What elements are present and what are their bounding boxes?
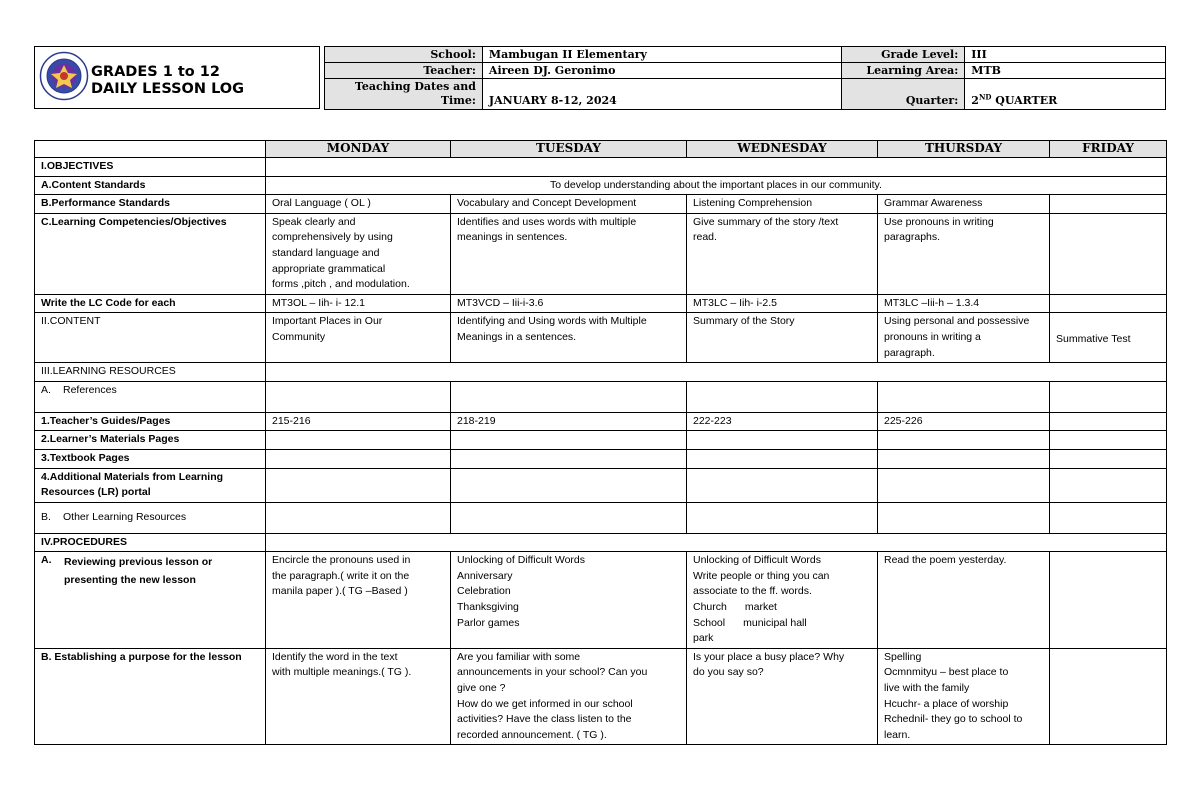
proc-a-tuesday <box>451 552 687 649</box>
proc-b-wednesday-line: do you say so? <box>693 666 764 679</box>
procedure-a-row <box>35 552 1167 649</box>
content-thursday <box>878 313 1050 363</box>
am-monday <box>266 468 451 502</box>
competency-monday-line: appropriate grammatical <box>272 262 386 275</box>
lc-code-row <box>35 294 1167 313</box>
tg-thursday: 225-226 <box>878 412 1050 431</box>
procedure-b-label: B. Establishing a purpose for the lesson <box>35 648 266 745</box>
competency-wednesday-line: Give summary of the story /text <box>693 215 839 228</box>
lm-friday <box>1050 431 1167 450</box>
proc-a-wednesday-pair-2 <box>693 616 871 632</box>
learning-area-value: MTB <box>965 63 1166 79</box>
content-thursday-line: paragraph. <box>884 346 935 359</box>
procedures-label: IV.PROCEDURES <box>35 533 266 552</box>
quarter-suffix: ND <box>978 92 992 102</box>
pair-1-a: Church <box>693 601 727 614</box>
proc-b-monday-line: Identify the word in the text <box>272 650 398 663</box>
competency-tuesday-line: Identifies and uses words with multiple <box>457 215 637 228</box>
proc-a-thursday <box>878 552 1050 649</box>
content-row <box>35 313 1167 363</box>
competency-tuesday <box>451 213 687 294</box>
school-label: School: <box>325 47 483 63</box>
competency-thursday-line: Use pronouns in writing <box>884 215 994 228</box>
or-monday <box>266 502 451 533</box>
procedures-empty <box>266 533 1167 552</box>
resources-empty <box>266 363 1167 382</box>
competency-friday <box>1050 213 1167 294</box>
or-friday <box>1050 502 1167 533</box>
lm-tuesday <box>451 431 687 450</box>
proc-b-friday <box>1050 648 1167 745</box>
references-row <box>35 381 1167 412</box>
perf-thursday: Grammar Awareness <box>878 195 1050 214</box>
references-letter: A. <box>41 383 51 396</box>
proc-a-wednesday-lines-line: Write people or thing you can <box>693 569 830 582</box>
lm-thursday <box>878 431 1050 450</box>
proc-b-tuesday-line: give one ? <box>457 682 506 695</box>
day-monday: MONDAY <box>266 141 451 158</box>
competency-monday-line: forms ,pitch , and modulation. <box>272 278 410 291</box>
additional-materials-row <box>35 468 1167 502</box>
other-resources-row <box>35 502 1167 533</box>
textbook-label: 3.Textbook Pages <box>35 449 266 468</box>
proc-a-friday <box>1050 552 1167 649</box>
proc-b-thursday <box>878 648 1050 745</box>
competency-thursday-line: paragraphs. <box>884 231 941 244</box>
am-friday <box>1050 468 1167 502</box>
proc-a-thursday-line: Read the poem yesterday. <box>884 554 1007 567</box>
competency-thursday <box>878 213 1050 294</box>
dates-label <box>325 79 483 110</box>
proc-a-wednesday-lines-line: associate to the ff. words. <box>693 585 812 598</box>
competency-monday <box>266 213 451 294</box>
performance-standards-row <box>35 195 1167 214</box>
tg-monday: 215-216 <box>266 412 451 431</box>
proc-a-wednesday <box>687 552 878 649</box>
content-standards-label: A.Content Standards <box>35 176 266 195</box>
corner-cell <box>35 141 266 158</box>
teachers-guide-row <box>35 412 1167 431</box>
objectives-label: I.OBJECTIVES <box>35 158 266 177</box>
proc-a-tuesday-line: Unlocking of Difficult Words <box>457 554 585 567</box>
other-resources-label <box>35 502 266 533</box>
procedure-a-line-1: Reviewing previous lesson or <box>64 556 213 569</box>
quarter-number: 2 <box>971 94 979 107</box>
references-friday <box>1050 381 1167 412</box>
proc-a-tuesday-line: Celebration <box>457 585 511 598</box>
am-wednesday <box>687 468 878 502</box>
or-wednesday <box>687 502 878 533</box>
proc-a-wednesday-pair-1 <box>693 600 871 616</box>
proc-b-thursday-line: live with the family <box>884 682 970 695</box>
tb-monday <box>266 449 451 468</box>
pair-1-b: market <box>744 601 777 614</box>
proc-a-monday-line: the paragraph.( write it on the <box>272 569 410 582</box>
content-wednesday <box>687 313 878 363</box>
proc-a-wednesday-lines <box>693 553 871 600</box>
lc-code-thursday: MT3LC –Iii-h – 1.3.4 <box>878 294 1050 313</box>
references-monday <box>266 381 451 412</box>
proc-b-tuesday-line: activities? Have the class listen to the <box>457 713 632 726</box>
content-thursday-line: pronouns in writing a <box>884 330 981 343</box>
other-resources-letter: B. <box>41 510 51 523</box>
learners-materials-row <box>35 431 1167 450</box>
competencies-row <box>35 213 1167 294</box>
perf-tuesday: Vocabulary and Concept Development <box>451 195 687 214</box>
quarter-value <box>965 79 1166 110</box>
competency-tuesday-line: meanings in sentences. <box>457 231 568 244</box>
teachers-guide-label: 1.Teacher’s Guides/Pages <box>35 412 266 431</box>
resources-row <box>35 363 1167 382</box>
perf-monday: Oral Language ( OL ) <box>266 195 451 214</box>
procedures-row <box>35 533 1167 552</box>
proc-b-tuesday <box>451 648 687 745</box>
references-label <box>35 381 266 412</box>
proc-b-wednesday <box>687 648 878 745</box>
title-line-2: DAILY LESSON LOG <box>91 81 245 97</box>
content-friday-line: Summative Test <box>1056 333 1131 346</box>
content-standards-row <box>35 176 1167 195</box>
proc-b-tuesday-line: Are you familiar with some <box>457 650 581 663</box>
day-friday: FRIDAY <box>1050 141 1167 158</box>
teacher-value: Aireen DJ. Geronimo <box>482 63 841 79</box>
competency-monday-line: Speak clearly and <box>272 215 356 228</box>
proc-b-thursday-line: Rchednil- they go to school to <box>884 713 1023 726</box>
lc-code-wednesday: MT3LC – Iih- i-2.5 <box>687 294 878 313</box>
content-monday-line: Community <box>272 330 326 343</box>
school-value: Mambugan II Elementary <box>482 47 841 63</box>
document-title <box>91 64 244 98</box>
proc-a-monday <box>266 552 451 649</box>
learning-area-label: Learning Area: <box>842 63 965 79</box>
lm-wednesday <box>687 431 878 450</box>
content-tuesday-line: Identifying and Using words with Multiple <box>457 315 647 328</box>
or-tuesday <box>451 502 687 533</box>
objectives-empty <box>266 158 1167 177</box>
lc-code-monday: MT3OL – Iih- i- 12.1 <box>266 294 451 313</box>
proc-b-tuesday-line: announcements in your school? Can you <box>457 666 648 679</box>
header-info-table <box>324 46 1166 110</box>
tb-wednesday <box>687 449 878 468</box>
additional-materials-line-1: 4.Additional Materials from Learning <box>41 470 224 483</box>
competency-wednesday <box>687 213 878 294</box>
proc-b-wednesday-line: Is your place a busy place? Why <box>693 650 845 663</box>
grade-label: Grade Level: <box>842 47 965 63</box>
day-thursday: THURSDAY <box>878 141 1050 158</box>
quarter-text: QUARTER <box>991 94 1058 107</box>
tg-tuesday: 218-219 <box>451 412 687 431</box>
procedure-a-line-2: presenting the new lesson <box>64 574 196 587</box>
additional-materials-line-2: Resources (LR) portal <box>41 486 151 499</box>
proc-b-monday <box>266 648 451 745</box>
proc-a-tuesday-line: Parlor games <box>457 616 520 629</box>
other-resources-text: Other Learning Resources <box>63 510 187 523</box>
proc-a-tuesday-line: Thanksgiving <box>457 601 519 614</box>
proc-b-thursday-line: Spelling <box>884 650 922 663</box>
tg-friday <box>1050 412 1167 431</box>
proc-b-thursday-line: Hcuchr- a place of worship <box>884 697 1009 710</box>
references-thursday <box>878 381 1050 412</box>
perf-wednesday: Listening Comprehension <box>687 195 878 214</box>
content-tuesday <box>451 313 687 363</box>
proc-a-monday-line: manila paper ).( TG –Based ) <box>272 585 408 598</box>
proc-b-thursday-line: learn. <box>884 728 911 741</box>
pair-3-a: park <box>693 632 714 645</box>
pair-2-b: municipal hall <box>743 616 807 629</box>
proc-a-wednesday-lines-line: Unlocking of Difficult Words <box>693 554 821 567</box>
additional-materials-label <box>35 468 266 502</box>
tb-thursday <box>878 449 1050 468</box>
proc-b-tuesday-line: How do we get informed in our school <box>457 697 633 710</box>
competency-monday-line: comprehensively by using <box>272 231 393 244</box>
textbook-row <box>35 449 1167 468</box>
content-wednesday-line: Summary of the Story <box>693 315 795 328</box>
content-label: II.CONTENT <box>35 313 266 363</box>
lc-code-friday <box>1050 294 1167 313</box>
resources-label: III.LEARNING RESOURCES <box>35 363 266 382</box>
proc-a-wednesday-pair-3 <box>693 631 871 647</box>
or-thursday <box>878 502 1050 533</box>
content-monday <box>266 313 451 363</box>
tb-friday <box>1050 449 1167 468</box>
dates-value: JANUARY 8-12, 2024 <box>482 79 841 110</box>
procedure-a-text <box>64 553 212 589</box>
objectives-row <box>35 158 1167 177</box>
competencies-label: C.Learning Competencies/Objectives <box>35 213 266 294</box>
procedure-a-label-wrap <box>41 553 259 589</box>
content-monday-line: Important Places in Our <box>272 315 383 328</box>
procedure-a-letter: A. <box>41 554 52 567</box>
day-wednesday: WEDNESDAY <box>687 141 878 158</box>
am-tuesday <box>451 468 687 502</box>
deped-seal-icon <box>39 51 89 101</box>
procedure-a-label <box>35 552 266 649</box>
grade-value: III <box>965 47 1166 63</box>
procedure-b-row <box>35 648 1167 745</box>
tg-wednesday: 222-223 <box>687 412 878 431</box>
proc-a-tuesday-line: Anniversary <box>457 569 513 582</box>
pair-2-a: School <box>693 616 726 629</box>
lesson-log-table <box>34 140 1167 745</box>
am-thursday <box>878 468 1050 502</box>
proc-b-tuesday-line: recorded announcement. ( TG ). <box>457 728 607 741</box>
competency-wednesday-line: read. <box>693 231 717 244</box>
references-tuesday <box>451 381 687 412</box>
dates-label-line-1: Teaching Dates and <box>354 80 476 93</box>
learners-materials-label: 2.Learner’s Materials Pages <box>35 431 266 450</box>
proc-a-monday-line: Encircle the pronouns used in <box>272 554 411 567</box>
day-header-row <box>35 141 1167 158</box>
teacher-label: Teacher: <box>325 63 483 79</box>
lm-monday <box>266 431 451 450</box>
content-thursday-line: Using personal and possessive <box>884 315 1030 328</box>
references-text: References <box>63 383 117 396</box>
day-tuesday: TUESDAY <box>451 141 687 158</box>
perf-friday <box>1050 195 1167 214</box>
dates-label-line-2: Time: <box>440 94 476 107</box>
tb-tuesday <box>451 449 687 468</box>
quarter-label: Quarter: <box>842 79 965 110</box>
lc-code-label: Write the LC Code for each <box>35 294 266 313</box>
header-logo-block <box>34 46 320 109</box>
content-friday <box>1050 313 1167 363</box>
competency-monday-line: standard language and <box>272 246 380 259</box>
content-tuesday-line: Meanings in a sentences. <box>457 330 577 343</box>
lc-code-tuesday: MT3VCD – Iii-i-3.6 <box>451 294 687 313</box>
proc-b-monday-line: with multiple meanings.( TG ). <box>272 666 412 679</box>
title-line-1: GRADES 1 to 12 <box>91 64 220 80</box>
performance-standards-label: B.Performance Standards <box>35 195 266 214</box>
content-standards-value: To develop understanding about the important places in our community. <box>266 176 1167 195</box>
proc-b-thursday-line: Ocmnmityu – best place to <box>884 666 1009 679</box>
references-wednesday <box>687 381 878 412</box>
